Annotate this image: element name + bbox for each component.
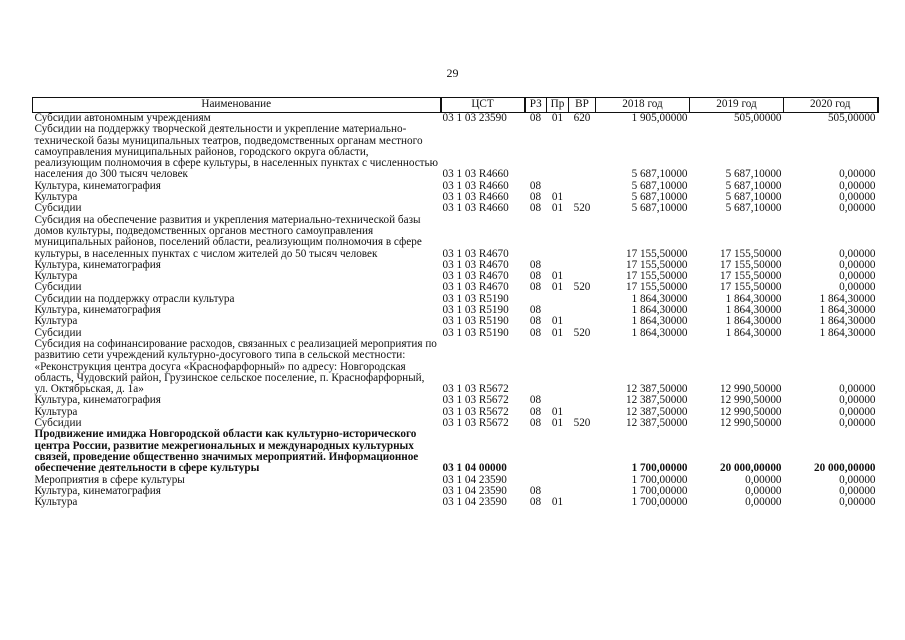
row-amount-2019: 1 864,30000 xyxy=(725,304,782,317)
column-header-cst: ЦСТ xyxy=(441,98,525,113)
row-cst-code: 03 1 03 R4670 xyxy=(442,281,509,294)
row-amount-2019: 17 155,50000 xyxy=(719,281,782,294)
row-amount-2018: 1 700,00000 xyxy=(631,484,688,497)
table-row xyxy=(33,215,878,260)
table-row xyxy=(33,497,878,508)
row-name: Мероприятия в сфере культуры xyxy=(34,473,185,486)
table-row xyxy=(33,339,878,395)
row-cst-code: 03 1 03 R4670 xyxy=(442,258,509,271)
page-number: 29 xyxy=(446,66,459,80)
row-rz-code: 08 xyxy=(529,315,542,328)
row-amount-2020: 0,00000 xyxy=(839,270,876,283)
row-name: Культура, кинематография xyxy=(34,179,161,192)
row-pr-code: 01 xyxy=(551,417,564,430)
row-amount-2020: 0,00000 xyxy=(839,168,876,181)
row-amount-2019: 1 864,30000 xyxy=(725,315,782,328)
table-row xyxy=(33,124,878,180)
row-amount-2019: 12 990,50000 xyxy=(719,417,782,430)
table-header-row xyxy=(33,98,878,113)
row-amount-2018: 1 700,00000 xyxy=(631,473,688,486)
row-amount-2018: 1 700,00000 xyxy=(631,462,688,475)
row-amount-2018: 5 687,10000 xyxy=(631,168,688,181)
row-amount-2018: 1 700,00000 xyxy=(631,496,688,509)
row-amount-2019: 0,00000 xyxy=(745,484,782,497)
row-amount-2020: 0,00000 xyxy=(839,281,876,294)
row-vr-code: 520 xyxy=(573,281,591,294)
row-cst-code: 03 1 03 R4670 xyxy=(442,247,509,260)
row-cst-code: 03 1 03 R4660 xyxy=(442,191,509,204)
row-cst-code: 03 1 03 R5672 xyxy=(442,405,509,418)
row-amount-2019: 17 155,50000 xyxy=(719,247,782,260)
table-row xyxy=(33,429,878,474)
row-amount-2019: 5 687,10000 xyxy=(725,202,782,215)
row-name: Культура xyxy=(34,191,78,204)
row-amount-2019: 0,00000 xyxy=(745,496,782,509)
row-cst-code: 03 1 03 R5672 xyxy=(442,417,509,430)
row-pr-code: 01 xyxy=(551,405,564,418)
row-rz-code: 08 xyxy=(529,304,542,317)
row-cst-code: 03 1 03 R4660 xyxy=(442,202,509,215)
row-name: Субсидии xyxy=(34,281,82,294)
row-pr-code: 01 xyxy=(551,281,564,294)
row-rz-code xyxy=(525,215,547,260)
row-amount-2018: 12 387,50000 xyxy=(625,405,688,418)
row-vr-code xyxy=(569,215,596,260)
row-cst-code: 03 1 03 R5672 xyxy=(442,394,509,407)
column-header-name: Наименование xyxy=(33,98,441,113)
row-amount-2019: 12 990,50000 xyxy=(719,405,782,418)
row-vr-code xyxy=(569,260,596,271)
row-vr-code xyxy=(569,305,596,316)
column-header-2019: 2019 год xyxy=(690,98,784,113)
row-name: Субсидия на обеспечение развития и укрепления материально-технической базы домов культуры, подведомственных органов местного самоуправления муниципальных районов, поселений области, реализующим полномочия в сфере культуры, в населенных пунктах с числом жителей до 50 тысяч человек xyxy=(34,213,422,260)
row-amount-2020: 0,00000 xyxy=(839,247,876,260)
row-name: Субсидии на поддержку отрасли культура xyxy=(34,292,235,305)
row-amount-2018: 17 155,50000 xyxy=(625,247,688,260)
row-amount-2020: 0,00000 xyxy=(839,405,876,418)
row-amount-2019: 20 000,00000 xyxy=(719,462,782,475)
row-rz-code: 08 xyxy=(529,270,542,283)
row-rz-code: 08 xyxy=(529,405,542,418)
row-vr-code xyxy=(569,475,596,486)
row-amount-2018: 5 687,10000 xyxy=(631,179,688,192)
row-name: Продвижение имиджа Новгородской области как культурно-исторического центра России, развитие межрегиональных и международных культурных связей, проведение общественно значимых мероприятий. Информационное обеспечение деятельности в сфере культуры xyxy=(34,428,419,475)
row-pr-code: 01 xyxy=(551,191,564,204)
row-vr-code xyxy=(569,429,596,474)
row-amount-2019: 5 687,10000 xyxy=(725,179,782,192)
row-amount-2019: 505,00000 xyxy=(733,112,782,124)
row-vr-code: 620 xyxy=(573,112,591,124)
row-amount-2020: 0,00000 xyxy=(839,394,876,407)
row-cst-code: 03 1 03 R4660 xyxy=(442,179,509,192)
row-amount-2018: 1 864,30000 xyxy=(631,304,688,317)
row-rz-code: 08 xyxy=(529,191,542,204)
row-name: Культура, кинематография xyxy=(34,304,161,317)
row-name: Субсидии xyxy=(34,202,82,215)
row-vr-code xyxy=(569,486,596,497)
table-body xyxy=(33,113,878,509)
row-amount-2018: 5 687,10000 xyxy=(631,191,688,204)
row-amount-2020: 0,00000 xyxy=(839,179,876,192)
row-cst-code: 03 1 04 23590 xyxy=(442,484,507,497)
row-amount-2019: 1 864,30000 xyxy=(725,292,782,305)
row-name: Культура xyxy=(34,405,78,418)
row-rz-code: 08 xyxy=(529,179,542,192)
column-header-2020: 2020 год xyxy=(784,98,878,113)
row-vr-code xyxy=(569,497,596,508)
row-cst-code: 03 1 03 R4670 xyxy=(442,270,509,283)
row-amount-2019: 12 990,50000 xyxy=(719,383,782,396)
row-amount-2018: 17 155,50000 xyxy=(625,270,688,283)
column-header-vr: ВР xyxy=(569,98,596,113)
row-vr-code: 520 xyxy=(573,326,591,339)
row-amount-2018: 1 864,30000 xyxy=(631,315,688,328)
row-amount-2019: 5 687,10000 xyxy=(725,168,782,181)
row-rz-code: 08 xyxy=(529,202,542,215)
row-amount-2018: 12 387,50000 xyxy=(625,417,688,430)
row-amount-2020: 0,00000 xyxy=(839,484,876,497)
row-vr-code: 520 xyxy=(573,417,591,430)
row-amount-2020: 0,00000 xyxy=(839,202,876,215)
row-name: Культура xyxy=(34,270,78,283)
row-cst-code: 03 1 04 00000 xyxy=(442,462,507,475)
row-rz-code: 08 xyxy=(529,484,542,497)
row-pr-code xyxy=(547,339,569,395)
row-name: Субсидии xyxy=(34,417,82,430)
row-rz-code: 08 xyxy=(529,496,542,509)
row-amount-2018: 17 155,50000 xyxy=(625,258,688,271)
row-cst-code: 03 1 04 23590 xyxy=(442,473,507,486)
row-amount-2020: 0,00000 xyxy=(839,191,876,204)
table-row xyxy=(33,316,878,327)
row-name: Культура xyxy=(34,496,78,509)
row-vr-code xyxy=(569,124,596,180)
row-cst-code: 03 1 03 R5190 xyxy=(442,292,509,305)
row-amount-2020: 0,00000 xyxy=(839,383,876,396)
row-pr-code: 01 xyxy=(551,112,564,124)
row-amount-2018: 17 155,50000 xyxy=(625,281,688,294)
row-pr-code xyxy=(547,294,569,305)
row-amount-2020: 0,00000 xyxy=(839,417,876,430)
row-pr-code: 01 xyxy=(551,202,564,215)
row-amount-2020: 0,00000 xyxy=(839,496,876,509)
row-amount-2020: 505,00000 xyxy=(827,112,876,124)
column-header-pr: Пр xyxy=(547,98,569,113)
column-header-2018: 2018 год xyxy=(596,98,690,113)
row-amount-2020: 1 864,30000 xyxy=(819,304,876,317)
row-amount-2019: 0,00000 xyxy=(745,473,782,486)
row-amount-2018: 12 387,50000 xyxy=(625,394,688,407)
row-pr-code: 01 xyxy=(551,326,564,339)
row-amount-2018: 1 864,30000 xyxy=(631,292,688,305)
row-rz-code: 08 xyxy=(529,281,542,294)
column-header-rz: РЗ xyxy=(525,98,547,113)
budget-table xyxy=(32,97,879,508)
row-cst-code: 03 1 03 R5672 xyxy=(442,383,509,396)
row-amount-2020: 0,00000 xyxy=(839,258,876,271)
row-amount-2020: 1 864,30000 xyxy=(819,292,876,305)
row-name: Культура, кинематография xyxy=(34,258,161,271)
row-name: Культура, кинематография xyxy=(34,394,161,407)
row-vr-code xyxy=(569,316,596,327)
row-name: Субсидия на софинансирование расходов, связанных с реализацией мероприятия по развитию сети учреждений культурно-досугового типа в сельской местности: «Реконструкция центра досуга «Краснофарфорный» по адресу: Новгородская область, Чудовский район, Грузинское сельское поселение, п. Краснофарфорный, ул. Октябрьская, д. 1а» xyxy=(34,337,437,396)
table-row xyxy=(33,203,878,214)
row-amount-2019: 1 864,30000 xyxy=(725,326,782,339)
row-name: Культура, кинематография xyxy=(34,484,161,497)
row-name: Субсидии на поддержку творческой деятельности и укрепление материально-технической базы муниципальных театров, подведомственных органам местного самоуправления муниципальных районов, городского округа области, реализующим полномочия в сфере культуры, в населенных пунктах с численностью населения до 300 тысяч человек xyxy=(34,123,439,181)
row-pr-code: 01 xyxy=(551,496,564,509)
row-rz-code xyxy=(525,339,547,395)
row-cst-code: 03 1 03 R5190 xyxy=(442,315,509,328)
row-name: Субсидии xyxy=(34,326,82,339)
row-rz-code xyxy=(525,124,547,180)
row-rz-code xyxy=(525,429,547,474)
row-name: Субсидии автономным учреждениям xyxy=(34,112,211,124)
row-cst-code: 03 1 03 23590 xyxy=(442,112,507,124)
row-pr-code xyxy=(547,475,569,486)
row-amount-2019: 5 687,10000 xyxy=(725,191,782,204)
row-amount-2019: 17 155,50000 xyxy=(719,270,782,283)
row-rz-code: 08 xyxy=(529,258,542,271)
row-amount-2020: 1 864,30000 xyxy=(819,315,876,328)
row-cst-code: 03 1 03 R5190 xyxy=(442,304,509,317)
row-pr-code xyxy=(547,215,569,260)
row-rz-code: 08 xyxy=(529,112,542,124)
row-rz-code: 08 xyxy=(529,326,542,339)
row-amount-2018: 12 387,50000 xyxy=(625,383,688,396)
row-pr-code xyxy=(547,124,569,180)
row-vr-code: 520 xyxy=(573,202,591,215)
row-amount-2018: 1 905,00000 xyxy=(631,112,688,124)
row-cst-code: 03 1 03 R4660 xyxy=(442,168,509,181)
row-pr-code: 01 xyxy=(551,315,564,328)
row-amount-2020: 0,00000 xyxy=(839,473,876,486)
row-name: Культура xyxy=(34,315,78,328)
row-vr-code xyxy=(569,181,596,192)
row-pr-code xyxy=(547,429,569,474)
row-rz-code: 08 xyxy=(529,417,542,430)
row-amount-2018: 1 864,30000 xyxy=(631,326,688,339)
row-vr-code xyxy=(569,395,596,406)
row-amount-2018: 5 687,10000 xyxy=(631,202,688,215)
row-amount-2019: 17 155,50000 xyxy=(719,258,782,271)
row-amount-2020: 20 000,00000 xyxy=(813,462,876,475)
row-amount-2020: 1 864,30000 xyxy=(819,326,876,339)
row-vr-code xyxy=(569,339,596,395)
row-cst-code: 03 1 03 R5190 xyxy=(442,326,509,339)
row-amount-2019: 12 990,50000 xyxy=(719,394,782,407)
row-pr-code: 01 xyxy=(551,270,564,283)
row-vr-code xyxy=(569,294,596,305)
row-cst-code: 03 1 04 23590 xyxy=(442,496,507,509)
row-rz-code: 08 xyxy=(529,394,542,407)
